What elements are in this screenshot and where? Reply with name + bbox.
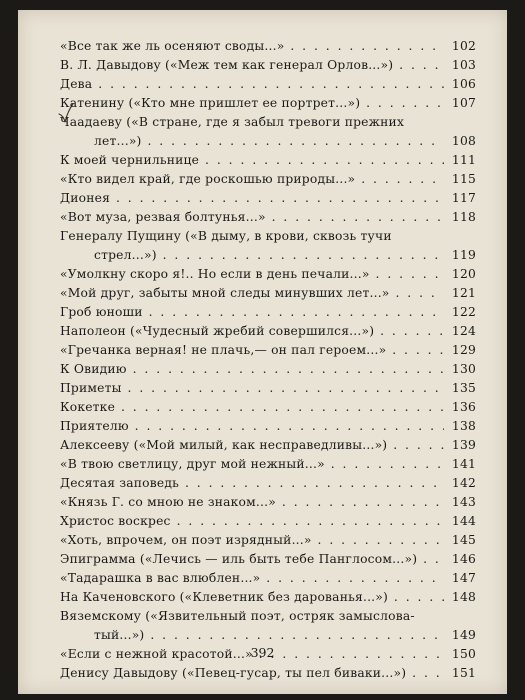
toc-entry-title (60, 208, 444, 227)
toc-entry-title-continuation: тый...») . . . (60, 626, 444, 645)
toc-entry-title-line: «В твою светлицу, друг мой нежный...» (60, 457, 325, 471)
toc-entry (60, 170, 476, 189)
toc-entry-title-line: Генералу Пущину («В дыму, в крови, сквозь тучи (60, 229, 392, 243)
toc-entry-title (60, 417, 444, 436)
toc-entry (60, 493, 476, 512)
toc-entry-title (60, 151, 444, 170)
toc-entry-page: 147 (451, 571, 476, 585)
toc-entry-title-line: Кокетке (60, 400, 116, 414)
toc-entry (60, 56, 476, 75)
toc-entry-title-line: «Князь Г. со мною не знаком...» (60, 495, 276, 509)
toc-entry-page: 115 (451, 172, 476, 186)
toc-entry-title-line: К моей чернильнице (60, 153, 200, 167)
toc-entry (60, 322, 476, 341)
toc-entry-title-line: «Мой друг, забыты мной следы минувших лет...» (60, 286, 390, 300)
toc-entry-title-line: Христос воскрес (60, 514, 171, 528)
toc-entry (60, 512, 476, 531)
toc-entry-page: 135 (451, 381, 476, 395)
toc-entry-title-line: Десятая заповедь (60, 476, 180, 490)
toc-entry-title (60, 113, 444, 151)
table-of-contents (60, 37, 476, 683)
toc-entry-title (60, 379, 444, 398)
toc-entry-page: 151 (451, 666, 476, 680)
toc-entry-page: 138 (451, 419, 476, 433)
toc-entry-title (60, 56, 444, 75)
toc-entry (60, 588, 476, 607)
toc-entry-title (60, 360, 444, 379)
toc-entry-page: 136 (451, 400, 476, 414)
toc-entry (60, 417, 476, 436)
toc-entry-page: 130 (451, 362, 476, 376)
toc-entry-page: 108 (451, 134, 476, 148)
toc-entry-page: 139 (451, 438, 476, 452)
toc-entry-title (60, 75, 444, 94)
toc-entry-page: 103 (451, 58, 476, 72)
toc-entry-page: 120 (451, 267, 476, 281)
toc-entry (60, 664, 476, 683)
toc-entry-page: 118 (451, 210, 476, 224)
toc-entry-title (60, 322, 444, 341)
toc-entry-page: 121 (451, 286, 476, 300)
toc-entry-page: 146 (451, 552, 476, 566)
toc-entry (60, 284, 476, 303)
toc-entry (60, 265, 476, 284)
toc-entry-page: 102 (451, 39, 476, 53)
toc-entry (60, 455, 476, 474)
toc-entry-page: 122 (451, 305, 476, 319)
toc-entry-title-line: «Вот муза, резвая болтунья...» (60, 210, 266, 224)
toc-entry-title-line: «Гречанка верная! не плачь,— он пал героем...» (60, 343, 387, 357)
toc-entry-title-line: Эпиграмма («Лечись — иль быть тебе Панглосом...») (60, 552, 418, 566)
toc-entry-title (60, 265, 444, 284)
toc-entry-title (60, 227, 444, 265)
toc-entry-title-line: Денису Давыдову («Певец-гусар, ты пел биваки...») (60, 666, 407, 680)
toc-entry-title-line: «Хоть, впрочем, он поэт изрядный...» (60, 533, 312, 547)
toc-entry-title (60, 474, 444, 493)
toc-entry-title (60, 455, 444, 474)
toc-entry-title (60, 493, 444, 512)
toc-entry-page: 142 (451, 476, 476, 490)
toc-entry-title-line: «Кто видел край, где роскошью природы...» (60, 172, 356, 186)
toc-entry-title-line: К Овидию (60, 362, 127, 376)
toc-entry-title-line: Наполеон («Чудесный жребий совершился...») (60, 324, 375, 338)
toc-entry-title (60, 284, 444, 303)
toc-entry (60, 569, 476, 588)
toc-entry-title-line: Дионея (60, 191, 111, 205)
toc-entry-page: 144 (451, 514, 476, 528)
toc-entry-title (60, 569, 444, 588)
toc-entry (60, 208, 476, 227)
toc-entry-title-line: В. Л. Давыдову («Меж тем как генерал Орлов...») (60, 58, 394, 72)
toc-entry-title-line: «Умолкну скоро я!.. Но если в день печали...» (60, 267, 370, 281)
toc-entry-page: 111 (451, 153, 476, 167)
toc-entry (60, 151, 476, 170)
toc-entry (60, 398, 476, 417)
toc-entry-title-line: Гроб юноши (60, 305, 143, 319)
toc-entry-title (60, 341, 444, 360)
toc-entry-page: 129 (451, 343, 476, 357)
page-number: 392 (250, 645, 275, 660)
toc-entry-page: 124 (451, 324, 476, 338)
toc-entry-title (60, 664, 444, 683)
toc-entry-page: 145 (451, 533, 476, 547)
toc-entry-title (60, 512, 444, 531)
toc-entry-page: 119 (451, 248, 476, 262)
toc-entry-page: 150 (451, 647, 476, 661)
toc-entry (60, 75, 476, 94)
toc-entry-page: 117 (451, 191, 476, 205)
toc-entry (60, 607, 476, 645)
toc-entry-title-line: Приметы (60, 381, 122, 395)
toc-entry-title (60, 37, 444, 56)
toc-entry-title-line: «Все так же ль осеняют своды...» (60, 39, 285, 53)
toc-entry (60, 436, 476, 455)
toc-entry-title (60, 436, 444, 455)
toc-entry (60, 189, 476, 208)
toc-entry-title (60, 189, 444, 208)
toc-entry (60, 227, 476, 265)
toc-entry-title (60, 398, 444, 417)
toc-entry-title-line: На Каченовского («Клеветник без дарованья...») (60, 590, 389, 604)
toc-entry-title (60, 303, 444, 322)
toc-entry (60, 379, 476, 398)
toc-entry-title-line: Приятелю (60, 419, 129, 433)
toc-entry-title-line: Чаадаеву («В стране, где я забыл тревоги прежних (60, 115, 405, 129)
toc-entry-title (60, 170, 444, 189)
toc-entry-title (60, 588, 444, 607)
toc-entry (60, 303, 476, 322)
toc-entry-page: 148 (451, 590, 476, 604)
toc-entry (60, 37, 476, 56)
toc-entry-page: 107 (451, 96, 476, 110)
book-page (18, 10, 507, 694)
toc-entry (60, 360, 476, 379)
toc-entry-page: 143 (451, 495, 476, 509)
toc-entry-title-line: Дева (60, 77, 93, 91)
toc-entry-title-line: «Тадарашка в вас влюблен...» (60, 571, 261, 585)
toc-entry-title (60, 550, 444, 569)
toc-entry-title-line: Катенину («Кто мне пришлет ее портрет...») (60, 96, 361, 110)
toc-entry-title (60, 531, 444, 550)
toc-entry-title (60, 607, 444, 645)
toc-entry-page: 106 (451, 77, 476, 91)
toc-entry-title-line: Вяземскому («Язвительный поэт, остряк замыслова- (60, 609, 415, 623)
toc-entry (60, 341, 476, 360)
toc-entry-title-continuation: лет...») . . . (60, 132, 444, 151)
toc-entry (60, 474, 476, 493)
toc-entry-page: 141 (451, 457, 476, 471)
toc-entry-page: 149 (451, 628, 476, 642)
toc-entry (60, 113, 476, 151)
toc-entry-title-continuation: стрел...») . . . (60, 246, 444, 265)
toc-entry (60, 531, 476, 550)
toc-entry (60, 94, 476, 113)
toc-entry-title-line: «Если с нежной красотой...» (60, 647, 253, 661)
toc-entry (60, 550, 476, 569)
toc-entry-title-line: Алексееву («Мой милый, как несправедливы...») (60, 438, 388, 452)
toc-entry-title (60, 94, 444, 113)
